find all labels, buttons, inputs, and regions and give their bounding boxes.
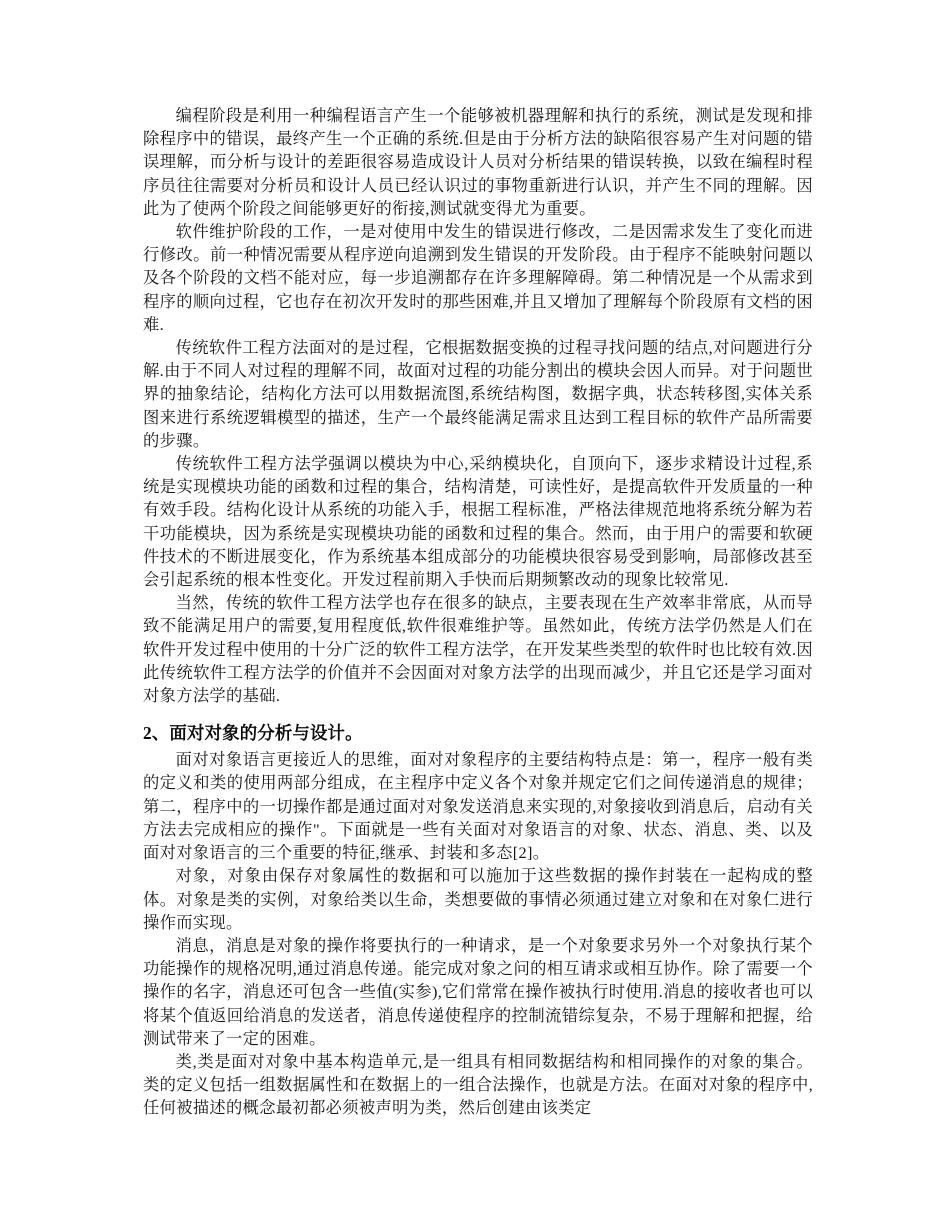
paragraph-object-definition: 对象，对象由保存对象属性的数据和可以施加于这些数据的操作封装在一起构成的整体。对象是类的实例，对象给类以生命，类想要做的事情必须通过建立对象和在对象仁进行操作而实现。: [143, 866, 813, 932]
paragraph-oo-language-structure: 面对对象语言更接近人的思维，面对对象程序的主要结构特点是：第一，程序一般有类的定义和类的使用两部分组成，在主程序中定义各个对象并规定它们之间传递消息的规律；第二，程序中的一切操作都是通过面对对象发送消息来实现的,对象接收到消息后，启动有关方法去完成相应的操作"。下面就是一些有关面对对象语言的对象、状态、消息、类、以及面对对象语言的三个重要的特征,继承、封装和多态[2]。: [143, 750, 813, 863]
paragraph-traditional-methodology-modules: 传统软件工程方法学强调以模块为中心,采纳模块化，自顶向下，逐步求精设计过程,系统是实现模块功能的函数和过程的集合，结构清楚，可读性好，是提高软件开发质量的一种有效手段。结构化设计从系统的功能入手，根据工程标准，严格法律规范地将系统分解为若干功能模块，因为系统是实现模块功能的函数和过程的集合。然而，由于用户的需要和软硬件技术的不断进展变化，作为系统基本组成部分的功能模块很容易受到影响，局部修改甚至会引起系统的根本性变化。开发过程前期入手快而后期频繁改动的现象比较常见.: [143, 454, 813, 590]
paragraph-maintenance-phase: 软件维护阶段的工作，一是对使用中发生的错误进行修改，二是因需求发生了变化而进行修改。前一种情况需要从程序逆向追溯到发生错误的开发阶段。由于程序不能映射问题以及各个阶段的文档不能对应，每一步追溯都存在许多理解障碍。第二种情况是一个从需求到程序的顺向过程，它也存在初次开发时的那些困难,并且又增加了理解每个阶段原有文档的困难.: [143, 222, 813, 334]
section-heading-object-oriented-analysis-design: 2、面对对象的分析与设计。: [143, 723, 363, 744]
paragraph-class-definition: 类,类是面对对象中基本构造单元,是一组具有相同数据结构和相同操作的对象的集合。类的定义包括一组数据属性和在数据上的一组合法操作，也就是方法。在面对对象的程序中,任何被描述的概念最初都必须被声明为类，然后创建由该类定: [143, 1051, 813, 1118]
paragraph-programming-phase: 编程阶段是利用一种编程语言产生一个能够被机器理解和执行的系统，测试是发现和排除程序中的错误，最终产生一个正确的系统.但是由于分析方法的缺陷很容易产生对问题的错误理解，而分析与设计的差距很容易造成设计人员对分析结果的错误转换，以致在编程时程序员往往需要对分析员和设计人员已经认识过的事物重新进行认识，并产生不同的理解。因此为了使两个阶段之间能够更好的衔接,测试就变得尤为重要。: [143, 106, 813, 218]
text-column: [143, 104, 813, 1120]
paragraph-traditional-drawbacks: 当然，传统的软件工程方法学也存在很多的缺点，主要表现在生产效率非常底，从而导致不能满足用户的需要,复用程度低,软件很难维护等。虽然如此，传统方法学仍然是人们在软件开发过程中使用的十分广泛的软件工程方法学，在开发某些类型的软件时也比较有效.因此传统软件工程方法学的价值并不会因面对对象方法学的出现而减少，并且它还是学习面对对象方法学的基础.: [143, 593, 813, 706]
paragraph-message-definition: 消息，消息是对象的操作将要执行的一种请求，是一个对象要求另外一个对象执行某个功能操作的规格况明,通过消息传递。能完成对象之问的相互请求或相互协作。除了需要一个操作的名字，消息还可包含一些值(实参),它们常常在操作被执行时使用.消息的接收者也可以将某个值返回给消息的发送者，消息传递使程序的控制流错综复杂，不易于理解和把握，给测试带来了一定的困难。: [143, 935, 813, 1048]
paragraph-traditional-method-process: 传统软件工程方法面对的是过程，它根据数据变换的过程寻找问题的结点,对问题进行分解.由于不同人对过程的理解不同，故面对过程的功能分割出的模块会因人而异。对于问题世界的抽象结论，结构化方法可以用数据流图,系统结构图，数据字典，状态转移图,实体关系图来进行系统逻辑模型的描述，生产一个最终能满足需求且达到工程目标的软件产品所需要的步骤。: [143, 338, 813, 450]
